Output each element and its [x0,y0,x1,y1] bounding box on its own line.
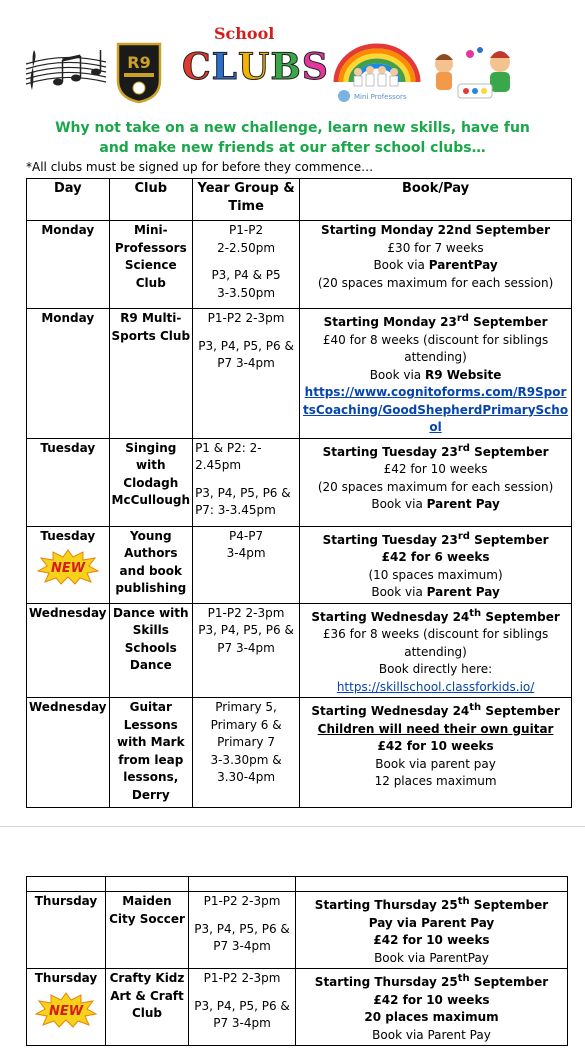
year-time-cell [193,438,300,526]
year-line: P3, P4, P5, P6 & P7 3-4pm [194,921,290,953]
clubs-letter: C [182,46,212,88]
day-cell: Thursday NEW [27,969,106,1046]
booking-method: Book via parent pay [375,756,496,771]
year-time-cell [189,892,296,969]
price: £30 for 7 weeks [387,240,484,255]
year-line: P1 & P2: 2-2.45pm [195,440,262,472]
price: £42 for 10 weeks [373,933,490,947]
year-line: P3, P4, P5, P6 & P7 3-4pm [194,998,290,1030]
music-notes-icon [24,42,108,102]
club-cell: Crafty Kidz Art & Craft Club [106,969,189,1046]
club-cell: Young Authors and book publishing [109,526,193,603]
price: £36 for 8 weeks (discount for siblings attending) [322,627,549,659]
skillschool-booking-link[interactable]: https://skillschool.classforkids.io/ [336,679,535,694]
booking-method: Book directly here: [378,662,493,676]
column-header-club: Club [109,179,193,221]
table-row [27,603,572,698]
spaces-note: (20 spaces maximum for each session) [317,275,554,290]
r9-sports-logo [114,40,164,104]
table-row [27,221,572,309]
book-pay-cell [300,221,572,309]
table-header-row-empty [27,877,568,892]
clubs-letter: S [301,46,329,88]
year-time-cell [193,526,300,603]
table-header-row [27,179,572,221]
spaces-note: 20 places maximum [364,1010,499,1024]
svg-text:NEW: NEW [50,561,85,576]
r9-booking-link[interactable]: https://www.cognitoforms.com/R9SportsCoaching/GoodShepherdPrimarySchool [303,385,569,434]
spaces-note: (10 spaces maximum) [368,567,503,582]
table-row [27,438,572,526]
header-banner [0,0,585,112]
book-pay-cell [300,526,572,603]
booking-method: Book via Parent Pay [372,1027,491,1042]
signup-note: *All clubs must be signed up for before they commence… [26,160,374,174]
year-line: P4-P7 [229,528,264,543]
start-date: Starting Thursday 25th September [314,896,549,912]
day-cell: Wednesday [27,698,110,808]
year-line: P3, P4 & P5 [211,268,281,282]
clubs-letter: U [237,46,271,88]
club-cell: Mini-Professors Science Club [109,221,193,309]
page-divider [0,826,585,827]
year-line: P1-P2 2-3pm [207,311,285,325]
year-line: P1-P2 2-3pm [203,894,281,908]
book-pay-cell [300,438,572,526]
club-cell: R9 Multi-Sports Club [109,309,193,439]
club-cell: Dance with Skills Schools Dance [109,603,193,698]
banner-school-text: School [214,24,275,43]
start-date: Starting Monday 22nd September [321,223,551,237]
club-cell: Singing with Clodagh McCullough [109,438,193,526]
clubs-table [26,178,572,808]
start-date: Starting Wednesday 24th September [311,702,560,718]
start-date: Starting Monday 23rd September [323,313,548,329]
svg-text:R9: R9 [127,53,151,72]
booking-method: Book via ParentPay [374,950,489,965]
year-time-cell [189,969,296,1046]
club-cell: Guitar Lessons with Mark from leap lessons, Derry [109,698,193,808]
column-header-book-pay: Book/Pay [300,179,572,221]
price: £42 for 10 weeks [373,992,490,1007]
clubs-letter: B [270,46,302,88]
price: £42 for 6 weeks [381,550,490,564]
year-time-cell [193,603,300,698]
guitar-requirement: Children will need their own guitar [317,721,554,736]
new-badge-icon [35,992,97,1028]
tagline-line-2: and make new friends at our after school clubs… [99,140,486,156]
column-header-year-group: Year Group & Time [193,179,300,221]
booking-method: Book via ParentPay [373,258,498,272]
spaces-note: 12 places maximum [374,774,497,788]
book-pay-cell [296,892,568,969]
price: £40 for 8 weeks (discount for siblings attending) [322,332,549,364]
clubs-letter: L [211,46,238,88]
price: £42 for 10 weeks [383,462,488,476]
start-date: Starting Tuesday 23rd September [322,442,549,459]
club-cell: Maiden City Soccer [106,892,189,969]
time-line: 3-3.30pm & 3.30-4pm [210,752,282,784]
booking-method: Book via Parent Pay [371,585,500,599]
banner-clubs-text [182,46,329,88]
table-row [27,969,568,1046]
day-cell: Monday [27,309,110,439]
start-date: Starting Thursday 25th September [314,973,549,989]
table-row [27,309,572,439]
day-cell: Tuesday [27,438,110,526]
table-row [27,698,572,808]
year-time-cell [193,309,300,439]
time-line: 2-2.50pm [217,240,276,255]
svg-text:Mini Professors: Mini Professors [354,93,407,101]
book-pay-cell [300,603,572,698]
book-pay-cell [296,969,568,1046]
start-date: Starting Tuesday 23rd September [322,530,549,547]
year-line: Primary 5, Primary 6 & Primary 7 [210,700,282,749]
book-pay-cell [300,698,572,808]
year-line: P1-P2 2-3pm [207,605,285,620]
new-badge-icon [37,549,99,585]
book-pay-cell [300,309,572,439]
day-cell: Tuesday NEW [27,526,110,603]
booking-method: Book via Parent Pay [371,497,500,511]
price: £42 for 10 weeks [377,739,494,753]
day-cell: Thursday [27,892,106,969]
svg-text:NEW: NEW [48,1003,84,1019]
clubs-table-continued [26,876,568,1046]
day-cell: Wednesday [27,603,110,698]
year-time-cell [193,221,300,309]
year-line: P3, P4, P5, P6 & P7 3-4pm [198,338,294,370]
kids-painting-illustration [430,40,520,106]
year-time-cell [193,698,300,808]
booking-method: Book via R9 Website [369,367,502,382]
day-cell: Monday [27,221,110,309]
column-header-day: Day [27,179,110,221]
year-line: P1-P2 2-3pm [203,971,281,985]
table-row [27,892,568,969]
start-date: Starting Wednesday 24th September [311,607,560,624]
year-line: P3, P4, P5, P6 & P7: 3-3.45pm [195,485,291,517]
tagline [20,118,565,158]
year-line: P1-P2 [229,223,264,237]
spaces-note: (20 spaces maximum for each session) [317,479,554,494]
time-line: 3-4pm [226,546,266,560]
tagline-line-1: Why not take on a new challenge, learn new skills, have fun [55,120,530,136]
mini-professors-rainbow-logo [330,38,424,106]
time-line: 3-3.50pm [217,285,276,300]
payment-method: Pay via Parent Pay [368,915,495,930]
year-line: P3, P4, P5, P6 & P7 3-4pm [198,623,294,655]
table-row [27,526,572,603]
